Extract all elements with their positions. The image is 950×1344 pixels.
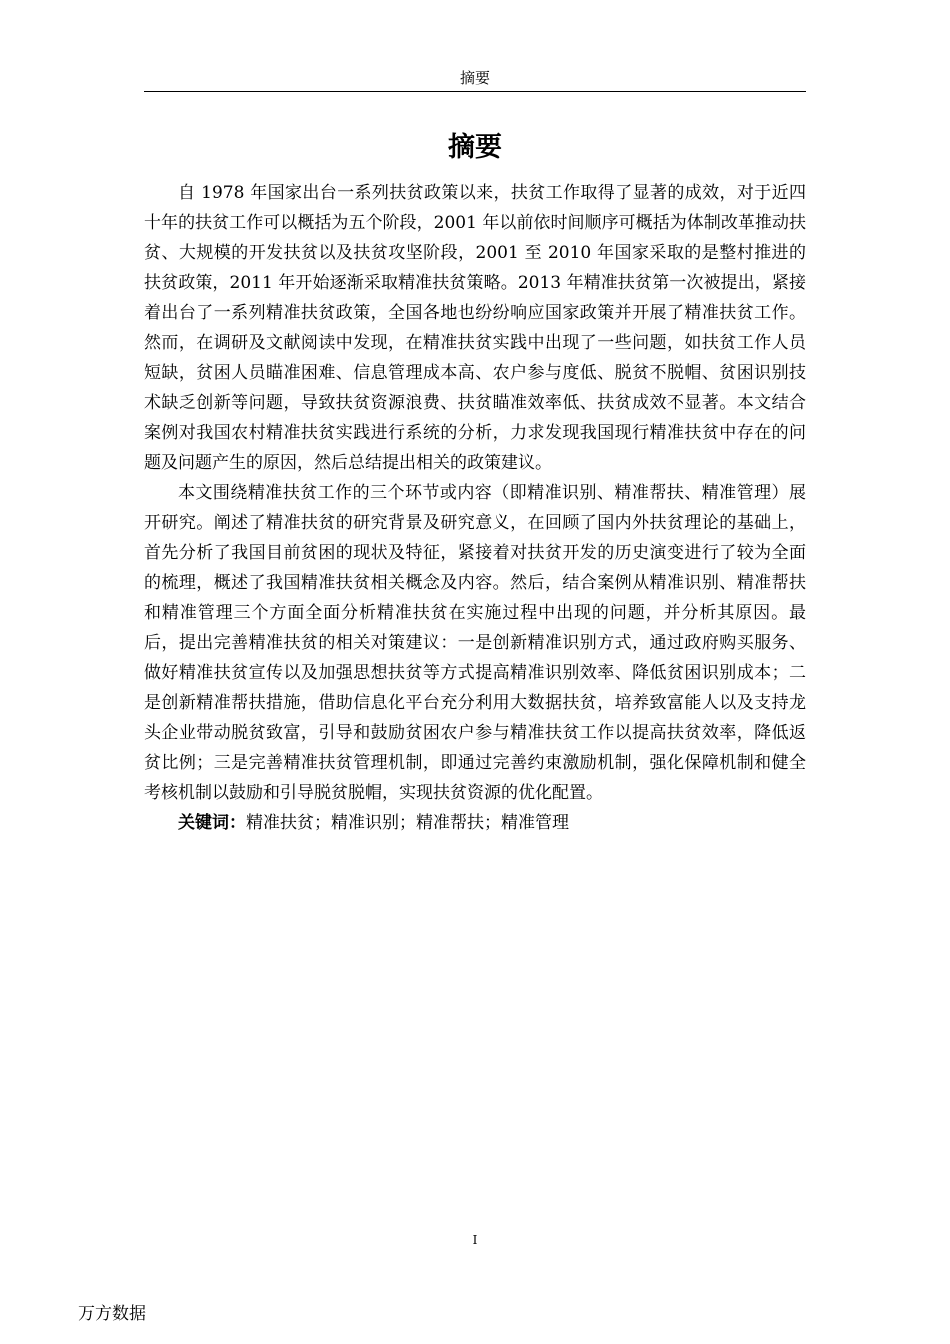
keywords-line: [144, 808, 806, 838]
abstract-paragraph-2: 本文围绕精准扶贫工作的三个环节或内容（即精准识别、精准帮扶、精准管理）展开研究。阐述了精准扶贫的研究背景及研究意义，在回顾了国内外扶贫理论的基础上，首先分析了我国目前贫困的现状及特征，紧接着对扶贫开发的历史演变进行了较为全面的梳理，概述了我国精准扶贫相关概念及内容。然后，结合案例从精准识别、精准帮扶和精准管理三个方面全面分析精准扶贫在实施过程中出现的问题，并分析其原因。最后，提出完善精准扶贫的相关对策建议：一是创新精准识别方式，通过政府购买服务、做好精准扶贫宣传以及加强思想扶贫等方式提高精准识别效率、降低贫困识别成本；二是创新精准帮扶措施，借助信息化平台充分利用大数据扶贫，培养致富能人以及支持龙头企业带动脱贫致富，引导和鼓励贫困农户参与精准扶贫工作以提高扶贫效率，降低返贫比例；三是完善精准扶贫管理机制，即通过完善约束激励机制，强化保障机制和健全考核机制以鼓励和引导脱贫脱帽，实现扶贫资源的优化配置。: [144, 483, 806, 803]
keywords-text: 精准扶贫；精准识别；精准帮扶；精准管理: [246, 813, 569, 833]
keywords-label: 关键词：: [178, 813, 246, 833]
running-header: 摘要: [459, 69, 490, 87]
page-title: 摘要: [448, 132, 502, 163]
watermark-text: 万方数据: [78, 1304, 146, 1324]
page-number: I: [472, 1233, 478, 1247]
abstract-paragraph-1: 自 1978 年国家出台一系列扶贫政策以来，扶贫工作取得了显著的成效，对于近四十年的扶贫工作可以概括为五个阶段，2001 年以前依时间顺序可概括为体制改革推动扶贫、大规模的开发扶贫以及扶贫攻坚阶段，2001 至 2010 年国家采取的是整村推进的扶贫政策，2011 年开始逐渐采取精准扶贫策略。2013 年精准扶贫第一次被提出，紧接着出台了一系列精准扶贫政策，全国各地也纷纷响应国家政策并开展了精准扶贫工作。然而，在调研及文献阅读中发现，在精准扶贫实践中出现了一些问题，如扶贫工作人员短缺，贫困人员瞄准困难、信息管理成本高、农户参与度低、脱贫不脱帽、贫困识别技术缺乏创新等问题，导致扶贫资源浪费、扶贫瞄准效率低、扶贫成效不显著。本文结合案例对我国农村精准扶贫实践进行系统的分析，力求发现我国现行精准扶贫中存在的问题及问题产生的原因，然后总结提出相关的政策建议。: [144, 183, 806, 473]
header-rule: [144, 91, 806, 92]
abstract-body: [144, 178, 806, 838]
